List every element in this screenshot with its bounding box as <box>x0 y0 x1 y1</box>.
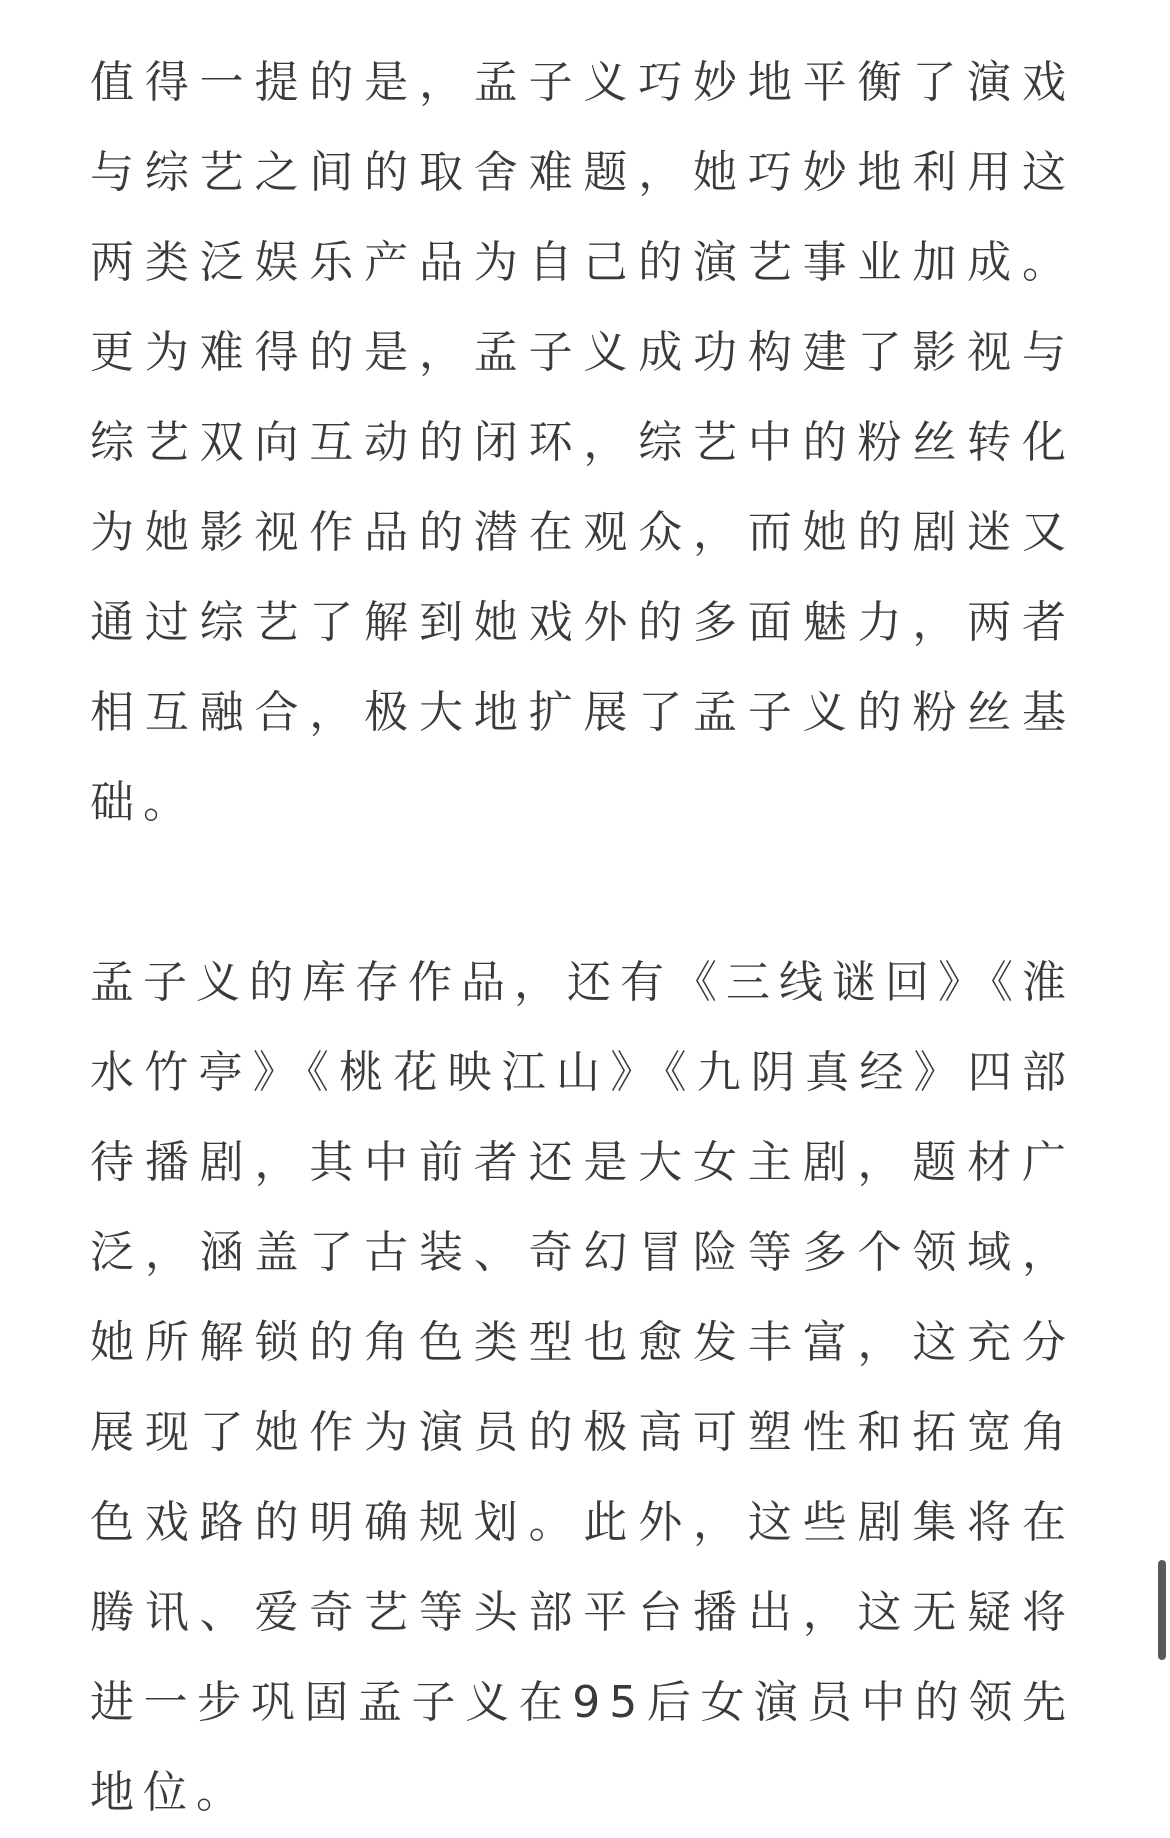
paragraph-spacer <box>90 848 1075 938</box>
scrollbar-thumb[interactable] <box>1158 1560 1166 1660</box>
article-body <box>90 38 1075 1838</box>
paragraph-1: 值得一提的是，孟子义巧妙地平衡了演戏与综艺之间的取舍难题，她巧妙地利用这两类泛娱乐产品为自己的演艺事业加成。更为难得的是，孟子义成功构建了影视与综艺双向互动的闭环，综艺中的粉丝转化为她影视作品的潜在观众，而她的剧迷又通过综艺了解到她戏外的多面魅力，两者相互融合，极大地扩展了孟子义的粉丝基础。 <box>90 57 1075 828</box>
paragraph-2: 孟子义的库存作品，还有《三线谜回》《淮水竹亭》《桃花映江山》《九阴真经》四部待播剧，其中前者还是大女主剧，题材广泛，涵盖了古装、奇幻冒险等多个领域，她所解锁的角色类型也愈发丰富，这充分展现了她作为演员的极高可塑性和拓宽角色戏路的明确规划。此外，这些剧集将在腾讯、爱奇艺等头部平台播出，这无疑将进一步巩固孟子义在95后女演员中的领先地位。 <box>90 957 1075 1818</box>
